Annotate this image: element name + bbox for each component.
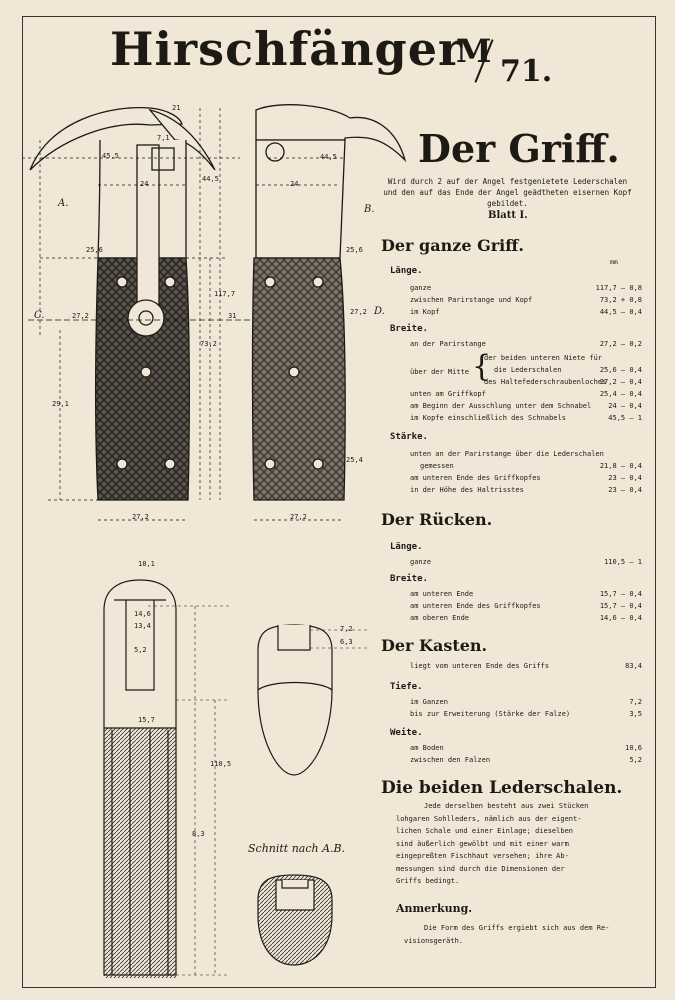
spec-row: in der Höhe des Haltrisstes 23 — 0,4 — [410, 486, 642, 494]
subheading-weite: Weite. — [390, 728, 423, 738]
spec-row: des Haltefederschraubenloches 27,2 — 0,4 — [484, 378, 642, 386]
spec-row: im Ganzen 7,2 — [410, 698, 642, 706]
dim-label: 44,5 — [202, 175, 219, 183]
heading-lederschalen: Die beiden Lederschalen. — [381, 778, 623, 798]
spec-row: der beiden unteren Niete für — [484, 354, 603, 362]
dim-label: 8,3 — [192, 830, 205, 838]
label-b: B. — [364, 204, 375, 215]
dim-label: 25,6 — [346, 246, 363, 254]
back-strap-view — [104, 580, 230, 978]
dim-label: 5,2 — [134, 646, 147, 654]
spec-row: am unteren Ende 15,7 — 0,4 — [410, 590, 642, 598]
heading-ganze-griff: Der ganze Griff. — [381, 236, 524, 255]
subheading-laenge: Länge. — [390, 266, 423, 276]
heading-ruecken: Der Rücken. — [381, 510, 493, 529]
spec-row: am Boden 10,6 — [410, 744, 642, 752]
spec-row: unten am Griffkopf 25,4 — 0,4 — [410, 390, 642, 398]
spec-row: am Beginn der Ausschlung unter dem Schnabel 24 — 0,4 — [410, 402, 642, 410]
dim-label: 29,1 — [52, 400, 69, 408]
dim-label: 15,7 — [138, 716, 155, 724]
spec-row: am unteren Ende des Griffkopfes 15,7 — 0,4 — [410, 602, 642, 610]
dim-label: 73,2 — [200, 340, 217, 348]
label-c: C. — [34, 310, 45, 321]
cross-section-top — [258, 625, 370, 775]
subheading-tiefe: Tiefe. — [390, 682, 423, 692]
spec-row: die Lederschalen 25,6 — 0,4 — [494, 366, 642, 374]
dim-label: 24 — [140, 180, 149, 188]
unit-label: mm — [610, 258, 618, 266]
model-m: M — [456, 32, 492, 70]
section-title: Der Griff. — [418, 126, 620, 171]
lederschalen-text: Jede derselben besteht aus zwei Stücken lohgaren Sohlleders, nämlich aus der eigent- lichen Schale und einer Einlage; dieselben sind äußerlich gewölbt und mit einer warm eingepreßten Fischhaut versehen; ihre Ab- messungen sind durch die Dimensionen der Griffs bedingt. — [396, 802, 589, 885]
spec-row: am unteren Ende des Griffkopfes 23 — 0,4 — [410, 474, 642, 482]
dim-label: 44,5 — [320, 153, 337, 161]
anmerkung-text: Die Form des Griffs ergiebt sich aus dem Re- visionsgeräth. — [404, 924, 610, 945]
label-d: D. — [374, 306, 385, 317]
dim-label: 27,2 — [350, 308, 367, 316]
subheading-ruecken-breite: Breite. — [390, 574, 428, 584]
subheading-ruecken-laenge: Länge. — [390, 542, 423, 552]
spec-row: ganze 117,7 — 0,8 — [410, 284, 642, 292]
dim-label: 6,3 — [340, 638, 353, 646]
spec-row: im Kopf 44,5 — 0,4 — [410, 308, 642, 316]
spec-row: im Kopfe einschließlich des Schnabels 45,5 — 1 — [410, 414, 642, 422]
dim-label: 31 — [228, 312, 237, 320]
dim-label: 27,2 — [290, 513, 307, 521]
dim-label: 13,4 — [134, 622, 151, 630]
dim-label: 7,1 — [157, 134, 170, 142]
dim-label: 7,2 — [340, 625, 353, 633]
page-title: Hirschfänger — [110, 22, 464, 76]
spec-row: zwischen Parirstange und Kopf 73,2 + 0,8 — [410, 296, 642, 304]
dim-label: 18,1 — [138, 560, 155, 568]
label-a: A. — [58, 198, 69, 209]
dim-label: 21 — [172, 104, 181, 112]
grip-side-view — [253, 105, 406, 500]
dim-label: 25,6 — [86, 246, 103, 254]
brace-glyph: { — [472, 349, 492, 384]
dim-label: 27,2 — [72, 312, 89, 320]
intro-text: Wird durch 2 auf der Angel festgenietete Lederschalen und den auf das Ende der Angel geädtheten eisernen Kopf gebildet. — [383, 177, 632, 208]
spec-row: unten an der Parirstange über die Lederschalen — [410, 450, 604, 458]
dim-label: 27,2 — [132, 513, 149, 521]
spec-row: bis zur Erweiterung (Stärke der Falze) 3,5 — [410, 710, 642, 718]
heading-anmerkung: Anmerkung. — [396, 902, 473, 915]
spec-row: am oberen Ende 14,6 — 0,4 — [410, 614, 642, 622]
spec-row: zwischen den Falzen 5,2 — [410, 756, 642, 764]
dim-label: 45,5 — [102, 152, 119, 160]
subheading-breite: Breite. — [390, 324, 428, 334]
dim-label: 24 — [290, 180, 299, 188]
dim-label: 117,7 — [214, 290, 236, 298]
spec-row: an der Parirstange 27,2 — 0,2 — [410, 340, 642, 348]
section-caption: Schnitt nach A.B. — [248, 842, 346, 855]
heading-kasten: Der Kasten. — [381, 636, 488, 655]
mitte-label: über der Mitte — [410, 368, 470, 376]
subheading-staerke: Stärke. — [390, 432, 428, 442]
dim-label: 110,5 — [210, 760, 232, 768]
sheet-label: Blatt I. — [488, 210, 528, 221]
spec-row: ganze 110,5 — 1 — [410, 558, 642, 566]
spec-row: gemessen 21,8 — 0,4 — [420, 462, 642, 470]
section-a-b — [258, 875, 332, 965]
model-number: 71. — [500, 54, 553, 89]
spec-row: liegt vom unteren Ende des Griffs 83,4 — [410, 662, 642, 670]
dim-label: 25,4 — [346, 456, 363, 464]
dim-label: 14,6 — [134, 610, 151, 618]
